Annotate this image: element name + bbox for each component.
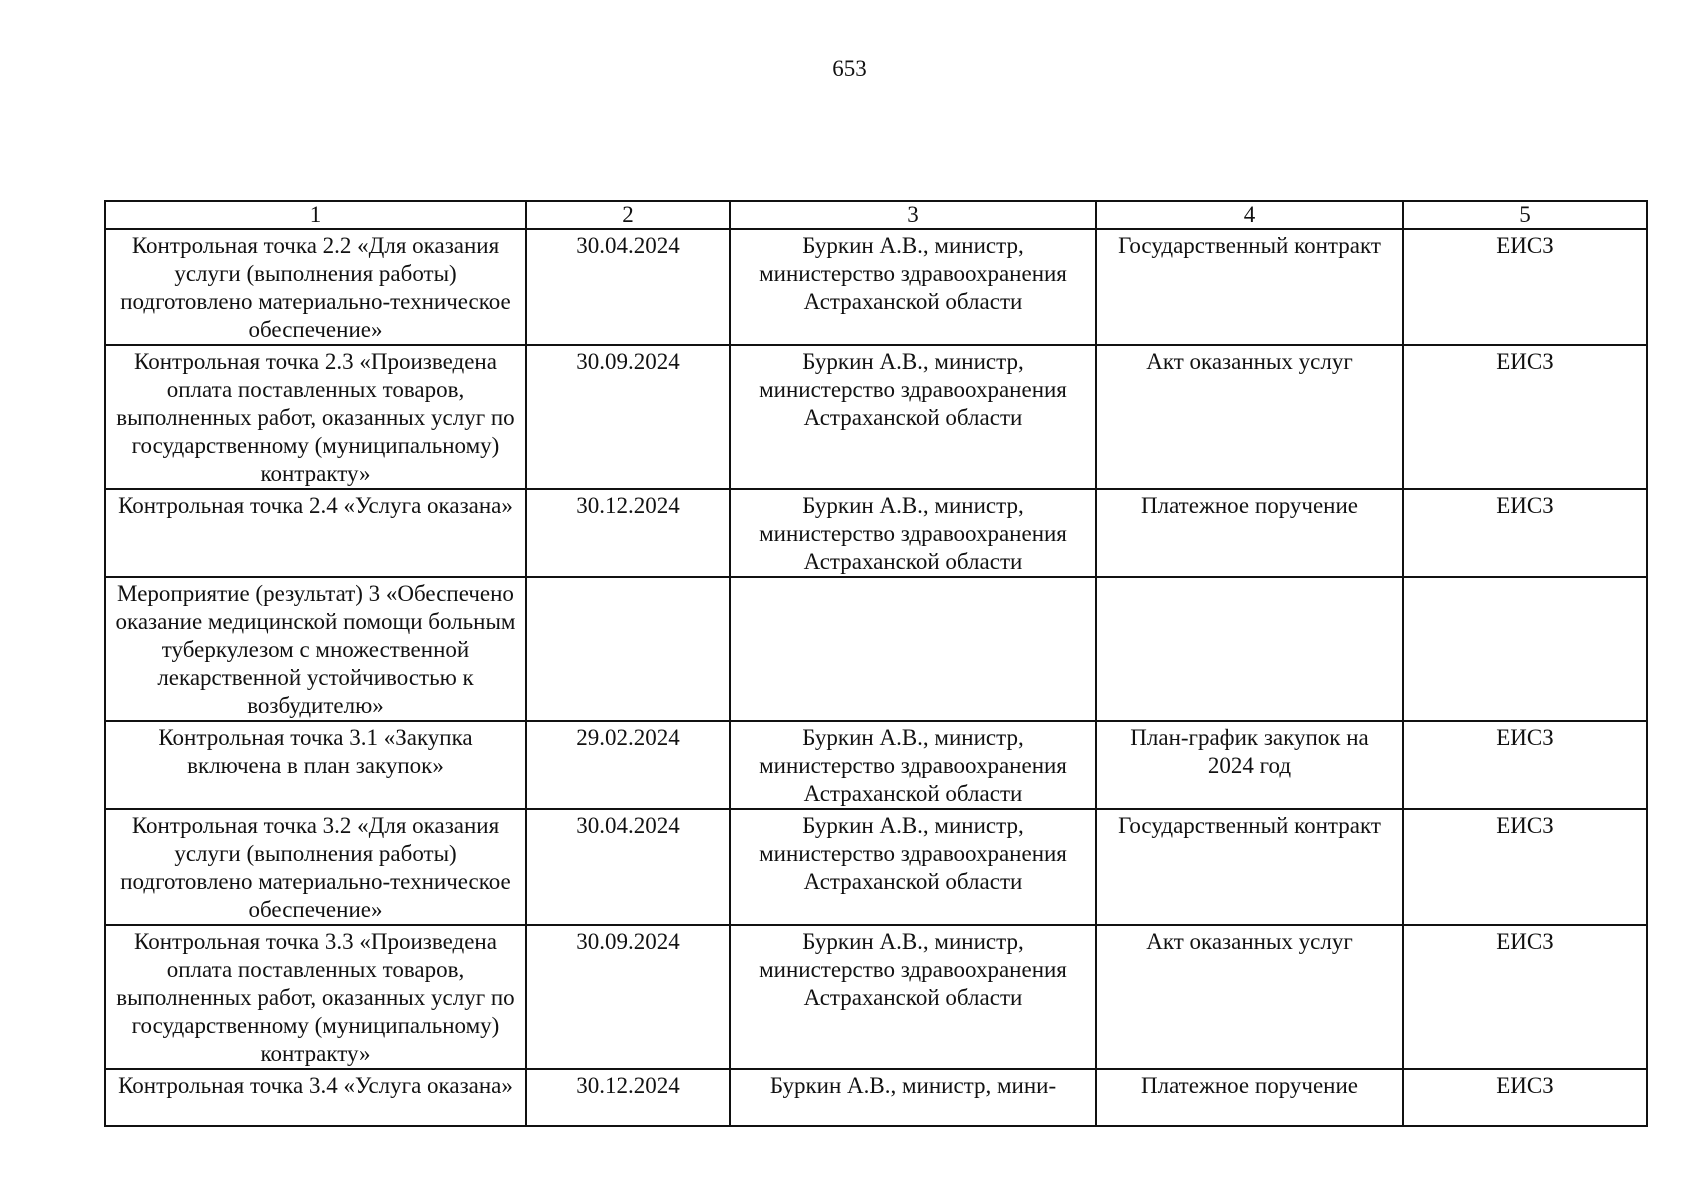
cell-system: ЕИСЗ — [1403, 489, 1647, 577]
document-table — [104, 200, 1648, 1127]
cell-date: 29.02.2024 — [526, 721, 730, 809]
cell-responsible: Буркин А.В., министр, министерство здравоохранения Астраханской области — [730, 229, 1096, 345]
cell-name: Контрольная точка 2.2 «Для оказания услуги (выполнения работы) подготовлено материально-техническое обеспечение» — [105, 229, 526, 345]
table-header-row — [105, 201, 1647, 229]
cell-name: Контрольная точка 3.2 «Для оказания услуги (выполнения работы) подготовлено материально-техническое обеспечение» — [105, 809, 526, 925]
cell-responsible: Буркин А.В., министр, министерство здравоохранения Астраханской области — [730, 489, 1096, 577]
table-row — [105, 345, 1647, 489]
cell-document: Платежное поручение — [1096, 1069, 1403, 1126]
cell-name: Контрольная точка 3.3 «Произведена оплата поставленных товаров, выполненных работ, оказанных услуг по государственному (муниципальному) контракту» — [105, 925, 526, 1069]
cell-document — [1096, 577, 1403, 721]
cell-responsible — [730, 577, 1096, 721]
cell-responsible: Буркин А.В., министр, министерство здравоохранения Астраханской области — [730, 809, 1096, 925]
cell-name: Контрольная точка 2.4 «Услуга оказана» — [105, 489, 526, 577]
cell-date: 30.04.2024 — [526, 229, 730, 345]
cell-responsible: Буркин А.В., министр, министерство здравоохранения Астраханской области — [730, 345, 1096, 489]
table-row — [105, 229, 1647, 345]
cell-system: ЕИСЗ — [1403, 229, 1647, 345]
cell-name: Контрольная точка 3.1 «Закупка включена в план закупок» — [105, 721, 526, 809]
column-header-3: 3 — [730, 201, 1096, 229]
table-body — [105, 229, 1647, 1126]
cell-date: 30.12.2024 — [526, 1069, 730, 1126]
table-header — [105, 201, 1647, 229]
cell-date: 30.04.2024 — [526, 809, 730, 925]
cell-system: ЕИСЗ — [1403, 1069, 1647, 1126]
cell-document: Государственный контракт — [1096, 809, 1403, 925]
table-row — [105, 577, 1647, 721]
cell-responsible: Буркин А.В., министр, мини- — [730, 1069, 1096, 1126]
column-header-5: 5 — [1403, 201, 1647, 229]
cell-system — [1403, 577, 1647, 721]
cell-system: ЕИСЗ — [1403, 925, 1647, 1069]
cell-date: 30.09.2024 — [526, 345, 730, 489]
column-header-2: 2 — [526, 201, 730, 229]
cell-system: ЕИСЗ — [1403, 721, 1647, 809]
table-row — [105, 1069, 1647, 1126]
cell-date: 30.09.2024 — [526, 925, 730, 1069]
table-row — [105, 809, 1647, 925]
cell-document: Государственный контракт — [1096, 229, 1403, 345]
cell-date — [526, 577, 730, 721]
table-row — [105, 489, 1647, 577]
cell-document: Акт оказанных услуг — [1096, 925, 1403, 1069]
cell-name: Контрольная точка 2.3 «Произведена оплата поставленных товаров, выполненных работ, оказанных услуг по государственному (муниципальному) контракту» — [105, 345, 526, 489]
column-header-1: 1 — [105, 201, 526, 229]
cell-document: Акт оказанных услуг — [1096, 345, 1403, 489]
table-row — [105, 721, 1647, 809]
cell-system: ЕИСЗ — [1403, 809, 1647, 925]
cell-date: 30.12.2024 — [526, 489, 730, 577]
cell-name: Контрольная точка 3.4 «Услуга оказана» — [105, 1069, 526, 1126]
cell-name: Мероприятие (результат) 3 «Обеспечено оказание медицинской помощи больным туберкулезом с множественной лекарственной устойчивостью к возбудителю» — [105, 577, 526, 721]
table-row — [105, 925, 1647, 1069]
cell-document: Платежное поручение — [1096, 489, 1403, 577]
column-header-4: 4 — [1096, 201, 1403, 229]
cell-system: ЕИСЗ — [1403, 345, 1647, 489]
cell-responsible: Буркин А.В., министр, министерство здравоохранения Астраханской области — [730, 925, 1096, 1069]
cell-responsible: Буркин А.В., министр, министерство здравоохранения Астраханской области — [730, 721, 1096, 809]
page-number: 653 — [832, 56, 867, 81]
cell-document: План-график закупок на 2024 год — [1096, 721, 1403, 809]
